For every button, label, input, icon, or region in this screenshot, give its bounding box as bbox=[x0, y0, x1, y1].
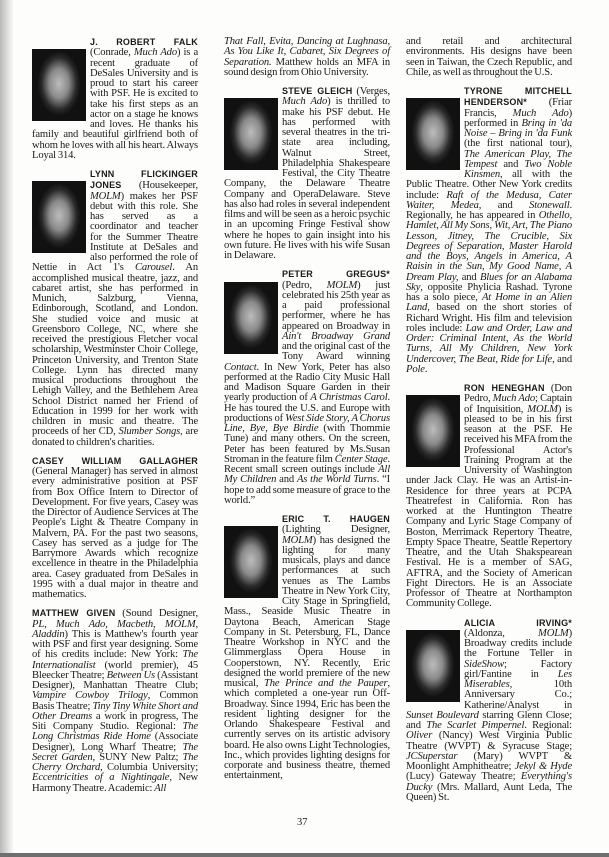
bio-entry bbox=[406, 86, 572, 375]
bio-text: (Mary) WVPT & Moonlight Amphitheatre; bbox=[406, 750, 572, 772]
bio-text: (Nancy) West Virginia Public Theatre (WVPT) & Syracuse Stage; bbox=[406, 730, 572, 752]
bio-text: . An accomplished musical theatre, jazz, and cabaret artist, she has performed in Munich, Salzburg, Vienna, Edinborough, Scotland, and London. She studied voice and music at Greensboro College, NC, where she received the prestigious Fletcher vocal scholarship, Westminster Choir College, Princeton University, and Trenton State College. Lynn has directed many musical productions throughout the Lehigh Valley, and the Bethlehem Area School District named her Friend of Education in 1999 for her work with children in music and theatre. The proceeds of her CD, bbox=[32, 262, 198, 438]
bio-text-italic: All bbox=[154, 782, 167, 794]
bio-text: (the first national tour), bbox=[464, 138, 572, 150]
bio-text: and bbox=[481, 199, 530, 211]
bio-text-italic: Much Ado bbox=[512, 107, 569, 119]
bio-entry bbox=[406, 618, 572, 804]
bio-name: LYNN FLICKINGER JONES bbox=[90, 169, 198, 191]
bio-text: (Lighting Designer, bbox=[282, 524, 390, 536]
bio-text-italic: Bring in 'da Noise – Bring in 'da Funk bbox=[464, 117, 572, 139]
bio-text-italic: Everything's Ducky bbox=[406, 771, 572, 793]
bio-text: (Assistant Designer), Manhattan Theatre Club; bbox=[32, 669, 198, 691]
bio-name: PETER GREGUS* bbox=[282, 269, 390, 280]
bio-text: , all with the Public Theatre. Other New York credits include: bbox=[406, 169, 572, 201]
bio-name: RON HENEGHAN bbox=[464, 383, 545, 393]
bio-text-italic: Carousel bbox=[134, 262, 173, 274]
bio-text: (with Thommie Tune) and many others. On the screen, Peter has been featured by Ms.Susan Stroman in the feature film bbox=[224, 423, 391, 465]
column-2 bbox=[224, 37, 390, 790]
bio-entry bbox=[32, 608, 198, 794]
bio-text-italic: The Scarlet Pimpernel bbox=[426, 720, 525, 731]
bio-entry bbox=[224, 514, 390, 782]
bio-text: (Pedro, bbox=[282, 279, 327, 291]
bio-entry bbox=[32, 456, 198, 601]
bio-text-italic: Othello, Hamlet, All My Sons, Wit, Art, The Piano Lesson, Jitney, The Crucible, Six Degrees of Separation, Master Harold and the Boys, Angels in America, A Raisin in the Sun, My Good Name, A Dream Play, bbox=[406, 210, 572, 283]
bio-name: TYRONE MITCHELL HENDERSON* bbox=[464, 86, 572, 108]
bio-name: CASEY WILLIAM GALLAGHER bbox=[32, 455, 198, 466]
bio-text-italic: MOLM bbox=[527, 403, 558, 415]
bio-text-italic: Between Us bbox=[106, 669, 155, 681]
bio-text: . bbox=[424, 363, 428, 375]
bio-text-italic: The Long Christmas Ride Home bbox=[32, 721, 198, 743]
bio-text-italic: That Fall, Evita, Dancing at Lughnasa, As You Like It, Cabaret, Six Degrees of Separation. bbox=[224, 36, 390, 68]
bio-text-italic: Eccentricities of a Nightingale bbox=[32, 772, 170, 784]
bio-text-italic: All My Children bbox=[224, 464, 390, 486]
bio-text: , Common Basis Theatre; bbox=[32, 690, 198, 712]
column-1 bbox=[32, 37, 198, 802]
bio-text-italic: JCSuperstar bbox=[406, 750, 458, 762]
bio-text-italic: MOLM bbox=[282, 534, 313, 546]
bio-text: ) is a recent graduate of DeSales University and is proud to start his career with PSF. He is excited to take his first steps as an actor on a stage he knows and loves. He thanks his family and beautiful girlfriend both of whom he loves with all his heart. Always Loyal 314. bbox=[32, 47, 198, 161]
bio-text: and bbox=[554, 353, 572, 365]
bio-name: J. ROBERT FALK bbox=[90, 37, 198, 47]
bio-text: a work in progress, The Siti Company Studio. Regional: bbox=[32, 710, 198, 732]
bio-text-italic: The Secret Garden bbox=[32, 741, 198, 763]
bio-text: , which completed a one-year run Off-Broadway. Since 1994, Eric has been the resident lighting designer for the Orlando Shakespeare Festival and currently serves on its artistic advisory board. He also owns Light Technologies, Inc., which provides lighting designs for corporate and business theatre, themed entertainment, bbox=[224, 678, 390, 782]
bio-text-italic: Law and Order, Law and Order: Criminal Intent, As the World Turns, All My Children, New York Undercover, The Beat, Ride for Life, bbox=[406, 322, 572, 365]
bio-entry bbox=[32, 169, 198, 448]
bio-text-italic: The Cherry Orchard bbox=[32, 751, 198, 773]
bio-text: and bbox=[458, 271, 480, 283]
bio-name: MATTHEW GIVEN bbox=[32, 608, 116, 619]
headshot-photo bbox=[224, 282, 278, 354]
bio-text: (Conrade, bbox=[90, 47, 134, 59]
page-number: 37 bbox=[297, 817, 308, 828]
bio-text-italic: As the World Turns bbox=[296, 474, 377, 486]
bio-text-italic: Vampire Cowboy Trilogy bbox=[32, 690, 148, 702]
bio-text-italic: Blues for an Alabama Sky bbox=[406, 271, 573, 293]
bio-text: (Mrs. Mallard, Aunt Leda, The Queen) St. bbox=[406, 781, 572, 803]
bio-text: (Sound Designer, bbox=[115, 608, 199, 620]
bio-text: , 10th Anniversary Co.; Katherine/Analyst in bbox=[464, 679, 572, 711]
bio-text: , New Harmony Theatre. Academic: bbox=[32, 772, 198, 794]
bio-continuation bbox=[224, 37, 390, 78]
bio-text: . Regionally, he has appeared in bbox=[406, 199, 572, 221]
bio-text: (Associate Designer), Long Wharf Theatre; bbox=[32, 731, 198, 753]
column-3 bbox=[406, 37, 572, 811]
headshot-photo bbox=[406, 630, 460, 702]
bio-text-italic: Les Miserables bbox=[464, 668, 572, 690]
bio-text: (Aldonza, bbox=[464, 627, 539, 639]
bio-text-italic: Center Stage bbox=[334, 453, 388, 465]
bio-text-italic: A Christmas Carol bbox=[310, 392, 388, 404]
bio-text-italic: The Internationalist bbox=[32, 649, 198, 671]
bio-text-italic: Contact bbox=[224, 361, 257, 373]
bio-text: and bbox=[497, 158, 525, 170]
bio-text: ; Captain of Inquisition, bbox=[464, 393, 573, 415]
bio-entry bbox=[224, 269, 390, 506]
bio-text: . Regional: bbox=[524, 720, 572, 731]
headshot-photo bbox=[32, 49, 86, 121]
bio-text: ) just celebrated his 25th year as a paid professional performer, where he has appeared on Broadway in bbox=[282, 279, 390, 332]
bio-text: . Recent small screen outings include bbox=[224, 453, 390, 475]
bio-text-italic: Pole bbox=[406, 363, 425, 375]
bio-text-italic: West Side Story, A Chorus Line, Bye, Bye Birdie bbox=[224, 412, 390, 434]
page-edge bbox=[0, 853, 609, 857]
bio-text-italic: Jekyl & Hyde bbox=[514, 761, 572, 772]
bio-text: ) performed in bbox=[464, 107, 572, 129]
bio-entry bbox=[224, 86, 390, 261]
bio-text-italic: At Home in an Alien Land bbox=[406, 292, 572, 314]
bio-text: . “I hope to add some measure of grace to the world.” bbox=[224, 474, 391, 506]
bio-text: Matthew holds an MFA in sound design from Ohio University. bbox=[224, 56, 390, 78]
bio-text-italic: Sunset Boulevard bbox=[406, 709, 479, 721]
bio-text-italic: MOLM bbox=[90, 190, 121, 202]
bio-text: ) has designed the lighting for many musicals, plays and dance performances at such venues as The Lambs Theatre in New York City, City Stage in Springfield, Mass., Seaside Music Theatre in Daytona Beach, American Stage Company in St. Petersburg, FL, Dance Theatre Workshop in NYC and the Glimmerglass Opera House in Cooperstown, NY. Recently, Eric designed the world premiere of the new musical, bbox=[224, 534, 390, 689]
bio-text-italic: Stonewall bbox=[529, 199, 570, 211]
bio-text-italic: The American Play, The Tempest bbox=[464, 148, 572, 170]
bio-text: , are donated to children's charities. bbox=[32, 426, 199, 448]
bio-text: . He has toured the U.S. and Europe with productions of bbox=[224, 392, 390, 424]
bio-name: ERIC T. HAUGEN bbox=[282, 514, 390, 524]
bio-text-italic: Much Ado bbox=[492, 393, 536, 405]
bio-text: and bbox=[276, 474, 297, 486]
bio-text-italic: Raft of the Medusa, Cater Waiter, Medea, bbox=[406, 189, 572, 211]
bio-text: (Housekeeper, bbox=[121, 180, 198, 192]
headshot-photo bbox=[406, 395, 460, 467]
bio-text-italic: MOLM bbox=[326, 279, 358, 291]
bio-text: ) makes her PSF debut with this role. She has served as a coordinator and teacher for the Summer Theatre Institute at DeSales and also performed the role of Nettie in Act 1's bbox=[32, 190, 198, 274]
bio-text: (Friar Francis, bbox=[464, 97, 572, 119]
bio-text: (Verges, bbox=[352, 86, 390, 97]
bio-name: STEVE GLEICH bbox=[282, 86, 353, 96]
bio-text: ; Factory girl/Fantine in bbox=[464, 658, 572, 680]
bio-text-italic: Two Noble Kinsmen bbox=[464, 158, 572, 180]
headshot-photo bbox=[224, 98, 278, 170]
bio-text-italic: Slumber Songs bbox=[118, 426, 181, 438]
bio-entry bbox=[406, 383, 572, 610]
bio-text-italic: Much Ado bbox=[282, 96, 328, 108]
bio-text: . In New York, Peter has also performed at the Radio City Music Hall and Madison Square Garden in their yearly production of bbox=[224, 361, 390, 404]
bio-text: (Lucy) Gateway Theatre; bbox=[406, 771, 521, 783]
bio-text-italic: Much Ado bbox=[133, 47, 177, 59]
bio-text-italic: Tiny Tiny White Short and Other Dreams bbox=[32, 700, 198, 722]
headshot-photo bbox=[32, 181, 86, 253]
bio-text: (world premier), 45 Bleecker Theatre; bbox=[32, 659, 198, 681]
bio-entry bbox=[32, 37, 198, 161]
bio-text: , opposite Phylicia Rashad. Tyrone has a solo piece, bbox=[406, 281, 572, 303]
bio-text: , SUNY New Paltz; bbox=[92, 751, 183, 763]
bio-text: and the original cast of the Tony Award winning bbox=[282, 341, 390, 363]
bio-continuation bbox=[406, 37, 572, 78]
headshot-photo bbox=[224, 526, 278, 598]
bio-text-italic: SideShow bbox=[464, 658, 504, 670]
bio-text-italic: Oliver bbox=[406, 730, 433, 742]
bio-text: (General Manager) has served in almost every administrative position at PSF from Box Office Intern to Director of Development. For five years, Casey was the Director of Audience Services at The People's Light & Theatre Company in Malvern, PA. For the past two seasons, Casey has served as a judge for The Barrymore Awards which recognize excellence in theatre in the Philadelphia area. Casey graduated from DeSales in 1995 with a dual major in theatre and mathematics. bbox=[32, 466, 198, 600]
bio-text-italic: The Prince and the Pauper bbox=[264, 678, 388, 689]
bio-text: , based on the short stories of Richard Wright. His film and television roles include: bbox=[406, 302, 572, 334]
bio-text: ) This is Matthew's fourth year with PSF and first year designing. Some of his credits include: New York: bbox=[32, 628, 198, 661]
bio-text: ) is thrilled to make his PSF debut. He has performed with several theatres in the tri-state area including, Walnut Street, Philadelphia Shakespeare Festival, the City Theatre Company, the Delaware Theatre Company and OperaDelaware. Steve has also had roles in several independent films and will be seen as a heroic psychic in an upcoming Fringe Festival show where he hopes to gain insight into his own future. He lives with his wife Susan in Delaware. bbox=[224, 96, 390, 261]
bio-text-italic: Ain't Broadway Grand bbox=[282, 330, 390, 342]
bio-text: (Don Pedro, bbox=[464, 383, 573, 405]
bio-text-italic: MOLM bbox=[538, 627, 569, 639]
bio-text: and retail and architectural environments. His designs have been seen in Taiwan, the Czech Republic, and Chile, as well as throughout the U.S. bbox=[406, 36, 572, 78]
bio-name: ALICIA IRVING* bbox=[464, 617, 572, 628]
bio-text: ) is pleased to be in his first season at the PSF. He received his MFA from the Professional Actor's Training Program at the University of Washington under Jack Clay. He was an Artist-in-Residence for three years at PCPA Theatrefest in California. Ron has worked at the Huntington Theatre Company and Lyric Stage Company of Boston, Merrimack Repertory Theatre, Empty Space Theatre, Seattle Repertory Theatre, and the Utah Shakspearean Festival. He is a member of SAG, AFTRA, and the Society of American Fight Directors. He is an Associate Professor of Theatre at Northampton Community College. bbox=[406, 403, 572, 610]
bio-text: , Columbia University; bbox=[100, 762, 198, 773]
bio-text-italic: PL, Much Ado, Macbeth, MOLM, Aladdin bbox=[32, 618, 198, 640]
bio-text: starring Glenn Close; and bbox=[406, 709, 573, 731]
bio-text: ) Broadway credits include the Fortune Teller in bbox=[464, 627, 572, 660]
headshot-photo bbox=[406, 98, 460, 170]
